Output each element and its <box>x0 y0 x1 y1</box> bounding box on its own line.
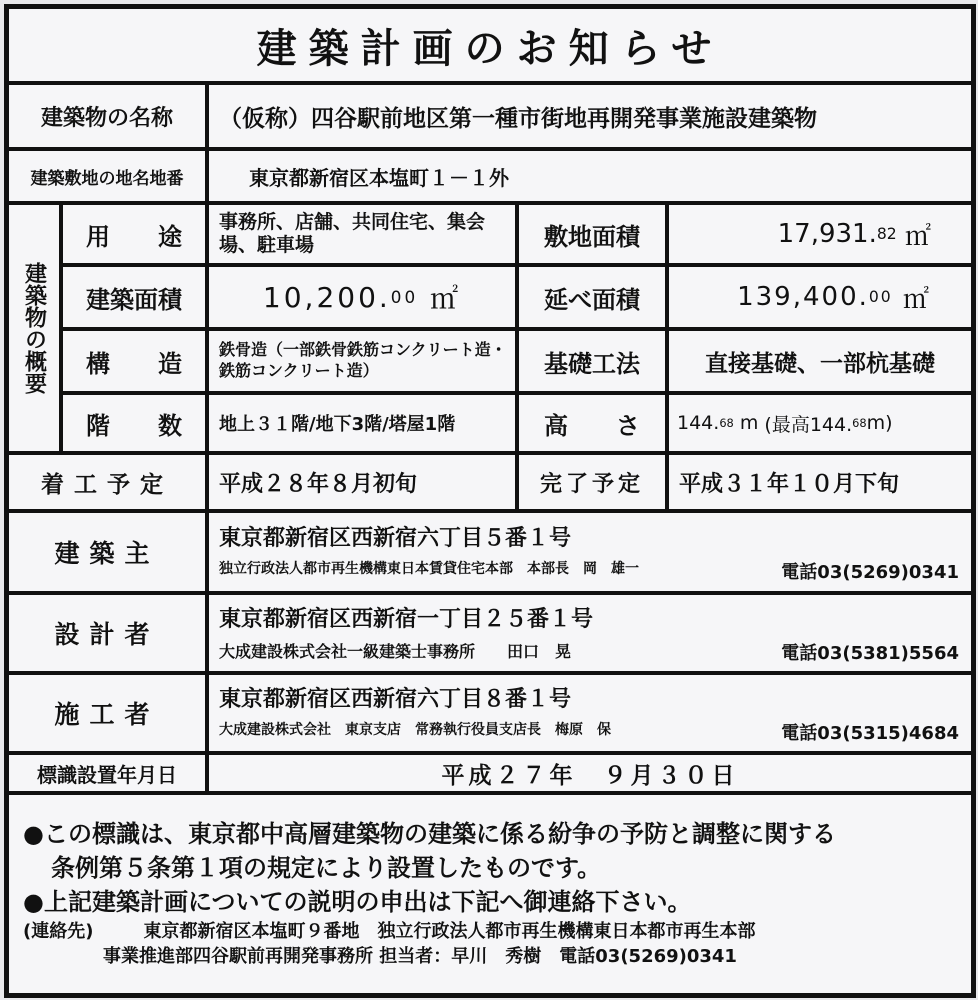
building-area-value <box>207 265 517 329</box>
start-label: 着工予定 <box>7 453 207 511</box>
construction-notice-board <box>4 4 976 998</box>
floor-area-label: 延べ面積 <box>517 265 667 329</box>
building-area-label: 建築面積 <box>61 265 207 329</box>
owner-detail: 独立行政法人都市再生機構東日本賃貸住宅本部 本部長 岡 雄一 <box>219 560 639 577</box>
max-height-unit: m) <box>866 412 893 434</box>
posted-date-label: 標識設置年月日 <box>7 753 207 793</box>
building-area-decimal: 00 <box>390 287 419 307</box>
contact-line-2: 事業推進部四谷駅前再開発事務所 担当者：早川 秀樹 電話03(5269)0341 <box>103 946 737 968</box>
site-area-unit: ㎡ <box>904 221 931 252</box>
contact-line-1: 東京都新宿区本塩町９番地 独立行政法人都市再生機構東日本都市再生本部 <box>143 921 756 943</box>
structure-label: 構 造 <box>61 329 207 393</box>
height-number: 144. <box>677 412 720 434</box>
floors-label: 階 数 <box>61 393 207 453</box>
site-area-value <box>667 203 973 265</box>
floor-area-decimal: 00 <box>868 288 893 306</box>
name-label: 建築物の名称 <box>7 83 207 149</box>
designer-address: 東京都新宿区西新宿一丁目２５番１号 <box>219 606 594 632</box>
designer-label: 設計者 <box>7 593 207 673</box>
finish-value: 平成３１年１０月下旬 <box>667 453 973 511</box>
notice-title: 建築計画のお知らせ <box>7 7 973 83</box>
designer-detail: 大成建設株式会社一級建築士事務所 田口 晃 <box>219 641 572 661</box>
owner-info <box>207 511 973 593</box>
owner-address: 東京都新宿区西新宿六丁目５番１号 <box>219 525 572 551</box>
use-label: 用 途 <box>61 203 207 265</box>
contractor-label: 施工者 <box>7 673 207 753</box>
contact-label: (連絡先) <box>23 921 94 943</box>
posted-date-value: 平成２７年 ９月３０日 <box>207 753 973 793</box>
finish-label: 完了予定 <box>517 453 667 511</box>
floors-value: 地上３１階/地下3階/塔屋1階 <box>207 393 517 453</box>
note-line-3: ●上記建築計画についての説明の申出は下記へ御連絡下さい。 <box>23 887 692 916</box>
height-decimal: 68 <box>719 416 734 430</box>
height-label: 高 さ <box>517 393 667 453</box>
site-area-number: 17,931. <box>777 219 877 249</box>
use-value: 事務所、店舗、共同住宅、集会場、駐車場 <box>207 203 517 265</box>
max-height-number: (最高144. <box>764 413 853 436</box>
contractor-info <box>207 673 973 753</box>
start-value: 平成２８年８月初旬 <box>207 453 517 511</box>
site-value: 東京都新宿区本塩町１－１外 <box>207 149 973 203</box>
height-unit: m <box>739 412 759 434</box>
designer-info <box>207 593 973 673</box>
max-height-decimal: 68 <box>852 416 867 430</box>
designer-phone: 電話03(5381)5564 <box>781 642 959 664</box>
structure-value: 鉄骨造（一部鉄骨鉄筋コンクリート造・鉄筋コンクリート造） <box>207 329 517 393</box>
foundation-value: 直接基礎、一部杭基礎 <box>667 329 973 393</box>
floor-area-number: 139,400. <box>737 282 869 312</box>
building-area-number: 10,200. <box>262 280 391 314</box>
contact-row-1 <box>23 919 755 944</box>
floor-area-value <box>667 265 973 329</box>
site-area-decimal: 82 <box>876 225 897 243</box>
building-area-unit: ㎡ <box>430 282 462 315</box>
floor-area-unit: ㎡ <box>902 284 931 315</box>
contractor-detail: 大成建設株式会社 東京支店 常務執行役員支店長 梅原 保 <box>219 721 611 738</box>
site-label: 建築敷地の地名地番 <box>7 149 207 203</box>
foundation-label: 基礎工法 <box>517 329 667 393</box>
height-value <box>667 393 973 453</box>
note-line-2: 条例第５条第１項の規定により設置したものです。 <box>51 854 602 883</box>
name-value: （仮称）四谷駅前地区第一種市街地再開発事業施設建築物 <box>207 83 973 149</box>
owner-phone: 電話03(5269)0341 <box>781 561 959 583</box>
contractor-phone: 電話03(5315)4684 <box>781 722 959 744</box>
site-area-label: 敷地面積 <box>517 203 667 265</box>
owner-label: 建築主 <box>7 511 207 593</box>
note-line-1: ●この標識は、東京都中高層建築物の建築に係る紛争の予防と調整に関する <box>23 820 836 849</box>
notes-section <box>7 793 973 995</box>
contractor-address: 東京都新宿区西新宿六丁目８番１号 <box>219 686 572 712</box>
overview-label: 建築物の概要 <box>7 203 61 453</box>
